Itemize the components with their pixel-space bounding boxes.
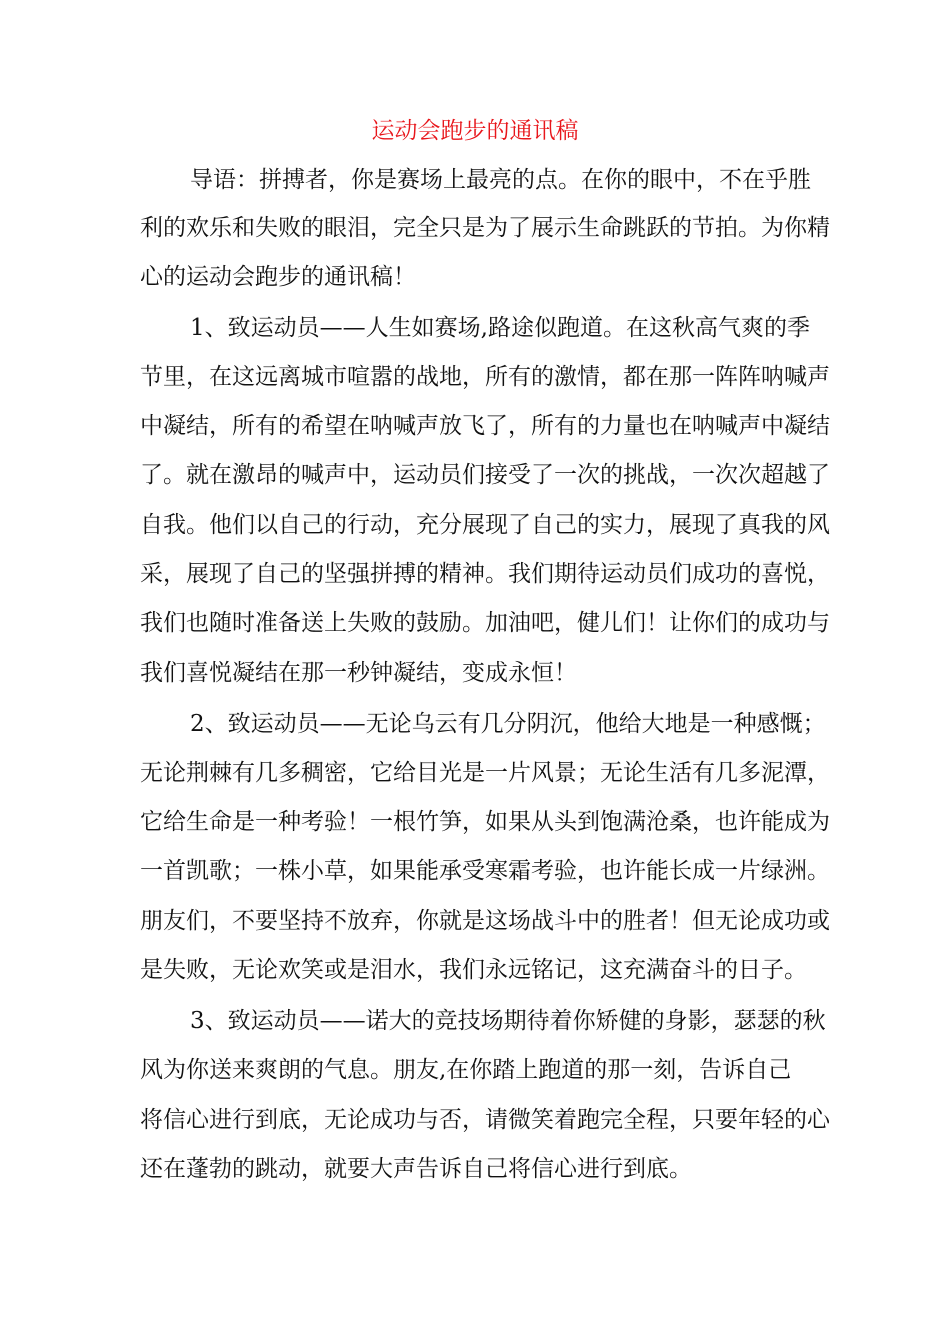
intro-line: 心的运动会跑步的通讯稿！ xyxy=(140,264,416,290)
section-2-line: 朋友们，不要坚持不放弃，你就是这场战斗中的胜者！但无论成功或 xyxy=(140,908,830,934)
section-2-line: 2、致运动员——无论乌云有几分阴沉，他给大地是一种感慨； xyxy=(190,711,826,737)
section-1-line: 1、致运动员——人生如赛场,路途似跑道。在这秋高气爽的季 xyxy=(190,315,810,341)
section-3-line: 3、致运动员——诺大的竞技场期待着你矫健的身影，瑟瑟的秋 xyxy=(190,1008,826,1034)
section-1-line: 节里，在这远离城市喧嚣的战地，所有的激情，都在那一阵阵呐喊声 xyxy=(140,364,830,390)
section-2-line: 一首凯歌；一株小草，如果能承受寒霜考验，也许能长成一片绿洲。 xyxy=(140,858,830,884)
section-3-line: 还在蓬勃的跳动，就要大声告诉自己将信心进行到底。 xyxy=(140,1156,692,1182)
section-1-line: 中凝结，所有的希望在呐喊声放飞了，所有的力量也在呐喊声中凝结 xyxy=(140,413,830,439)
intro-line: 导语：拼搏者，你是赛场上最亮的点。在你的眼中，不在乎胜 xyxy=(190,167,811,193)
section-1-line: 采，展现了自己的坚强拼搏的精神。我们期待运动员们成功的喜悦， xyxy=(140,561,830,587)
section-1-line: 自我。他们以自己的行动，充分展现了自己的实力，展现了真我的风 xyxy=(140,512,830,538)
section-1-line: 我们也随时准备送上失败的鼓励。加油吧，健儿们！让你们的成功与 xyxy=(140,610,830,636)
section-2-line: 无论荆棘有几多稠密，它给目光是一片风景；无论生活有几多泥潭， xyxy=(140,760,830,786)
intro-line: 利的欢乐和失败的眼泪，完全只是为了展示生命跳跃的节拍。为你精 xyxy=(140,215,830,241)
section-3-line: 将信心进行到底，无论成功与否，请微笑着跑完全程，只要年轻的心 xyxy=(140,1107,830,1133)
section-2-line: 它给生命是一种考验！一根竹笋，如果从头到饱满沧桑，也许能成为 xyxy=(140,809,830,835)
section-3-line: 风为你送来爽朗的气息。朋友,在你踏上跑道的那一刻，告诉自己 xyxy=(140,1057,792,1083)
document-title: 运动会跑步的通讯稿 xyxy=(371,118,579,144)
section-1-line: 了。就在激昂的喊声中，运动员们接受了一次的挑战，一次次超越了 xyxy=(140,462,830,488)
section-1-line: 我们喜悦凝结在那一秒钟凝结，变成永恒！ xyxy=(140,660,577,686)
section-2-line: 是失败，无论欢笑或是泪水，我们永远铭记，这充满奋斗的日子。 xyxy=(140,957,807,983)
